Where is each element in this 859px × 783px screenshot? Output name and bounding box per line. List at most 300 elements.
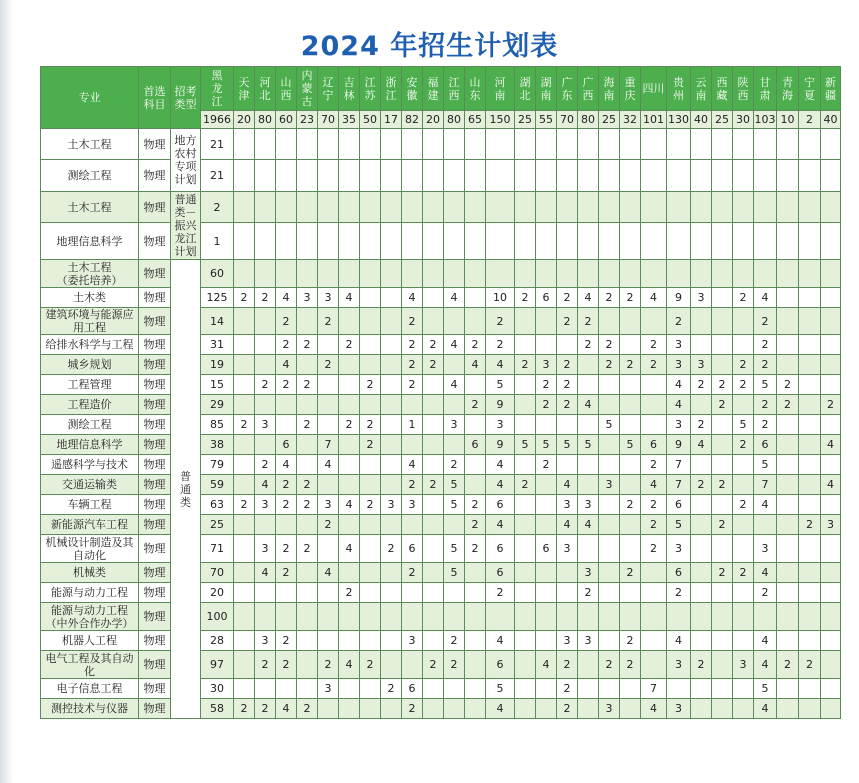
quota-cell: 4 <box>754 563 777 583</box>
quota-cell <box>733 679 754 699</box>
quota-cell <box>712 160 733 192</box>
header-province: 宁 夏 <box>799 67 821 111</box>
quota-cell: 5 <box>486 679 515 699</box>
quota-cell <box>444 583 465 603</box>
quota-cell <box>712 455 733 475</box>
quota-cell: 3 <box>691 355 712 375</box>
quota-cell <box>536 563 557 583</box>
major-name: 土木工程 <box>41 129 139 160</box>
quota-cell <box>381 435 402 455</box>
province-total: 1966 <box>201 111 234 129</box>
subject: 物理 <box>139 515 171 535</box>
quota-cell: 6 <box>667 495 691 515</box>
quota-cell <box>799 308 821 335</box>
quota-cell: 4 <box>754 631 777 651</box>
quota-cell: 9 <box>486 435 515 455</box>
quota-cell <box>318 335 339 355</box>
quota-cell <box>360 679 381 699</box>
quota-cell <box>360 395 381 415</box>
quota-cell <box>339 679 360 699</box>
quota-cell <box>754 160 777 192</box>
major-name: 地理信息科学 <box>41 223 139 260</box>
quota-cell <box>339 192 360 223</box>
major-name: 测绘工程 <box>41 415 139 435</box>
quota-cell: 4 <box>691 435 712 455</box>
quota-cell <box>234 375 255 395</box>
quota-cell <box>536 260 557 288</box>
subject: 物理 <box>139 160 171 192</box>
quota-cell <box>641 260 667 288</box>
quota-cell: 3 <box>297 288 318 308</box>
quota-cell <box>318 395 339 415</box>
quota-cell <box>733 160 754 192</box>
table-row <box>41 651 859 679</box>
major-name: 给排水科学与工程 <box>41 335 139 355</box>
quota-cell <box>276 192 297 223</box>
quota-cell <box>318 583 339 603</box>
quota-cell: 2 <box>515 475 536 495</box>
quota-cell: 2 <box>733 288 754 308</box>
quota-cell: 31 <box>201 335 234 355</box>
quota-cell <box>381 375 402 395</box>
quota-cell <box>799 631 821 651</box>
quota-cell <box>799 192 821 223</box>
quota-cell <box>423 192 444 223</box>
quota-cell <box>578 375 599 395</box>
quota-cell: 125 <box>201 288 234 308</box>
quota-cell <box>515 583 536 603</box>
header-province: 吉 林 <box>339 67 360 111</box>
major-name: 建筑环境与能源应用工程 <box>41 308 139 335</box>
quota-cell <box>620 455 641 475</box>
quota-cell <box>620 515 641 535</box>
quota-cell <box>557 563 578 583</box>
quota-cell: 6 <box>667 563 691 583</box>
quota-cell <box>234 651 255 679</box>
quota-cell <box>234 583 255 603</box>
quota-cell: 4 <box>536 651 557 679</box>
quota-cell <box>799 679 821 699</box>
quota-cell: 2 <box>465 335 486 355</box>
quota-cell <box>360 475 381 495</box>
quota-cell <box>777 415 799 435</box>
quota-cell <box>578 679 599 699</box>
quota-cell: 3 <box>255 631 276 651</box>
quota-cell <box>515 375 536 395</box>
quota-cell <box>821 375 841 395</box>
quota-cell: 3 <box>599 699 620 719</box>
quota-cell: 4 <box>255 563 276 583</box>
quota-cell <box>799 415 821 435</box>
quota-cell <box>339 515 360 535</box>
quota-cell <box>486 129 515 160</box>
quota-cell <box>691 308 712 335</box>
quota-cell <box>599 160 620 192</box>
quota-cell <box>733 129 754 160</box>
quota-cell <box>276 415 297 435</box>
quota-cell <box>360 631 381 651</box>
table-row <box>41 435 859 455</box>
quota-cell <box>381 583 402 603</box>
quota-cell: 2 <box>402 375 423 395</box>
quota-cell <box>821 129 841 160</box>
quota-cell: 4 <box>821 475 841 495</box>
quota-cell <box>777 679 799 699</box>
quota-cell <box>536 699 557 719</box>
quota-cell: 3 <box>557 631 578 651</box>
quota-cell <box>360 699 381 719</box>
quota-cell: 2 <box>599 355 620 375</box>
quota-cell <box>733 192 754 223</box>
quota-cell <box>667 679 691 699</box>
quota-cell: 2 <box>557 288 578 308</box>
quota-cell <box>620 260 641 288</box>
quota-cell <box>799 435 821 455</box>
quota-cell: 2 <box>641 515 667 535</box>
major-name: 机器人工程 <box>41 631 139 651</box>
quota-cell <box>754 129 777 160</box>
table-row <box>41 535 859 563</box>
quota-cell <box>515 603 536 631</box>
quota-cell: 100 <box>201 603 234 631</box>
quota-cell: 2 <box>318 308 339 335</box>
subject: 物理 <box>139 308 171 335</box>
quota-cell: 5 <box>536 435 557 455</box>
quota-cell: 2 <box>620 631 641 651</box>
quota-cell <box>339 375 360 395</box>
quota-cell <box>599 455 620 475</box>
quota-cell <box>486 160 515 192</box>
quota-cell <box>255 583 276 603</box>
enrollment-plan-table <box>40 66 859 719</box>
quota-cell <box>777 192 799 223</box>
quota-cell <box>381 515 402 535</box>
quota-cell <box>444 435 465 455</box>
quota-cell: 2 <box>641 495 667 515</box>
quota-cell: 2 <box>557 699 578 719</box>
quota-cell: 5 <box>444 563 465 583</box>
quota-cell <box>641 223 667 260</box>
quota-cell <box>799 475 821 495</box>
quota-cell <box>255 435 276 455</box>
quota-cell <box>641 129 667 160</box>
quota-cell: 3 <box>486 415 515 435</box>
header-province: 辽 宁 <box>318 67 339 111</box>
quota-cell <box>578 415 599 435</box>
quota-cell: 4 <box>444 335 465 355</box>
quota-cell <box>444 603 465 631</box>
quota-cell <box>620 223 641 260</box>
quota-cell <box>712 631 733 651</box>
subject: 物理 <box>139 288 171 308</box>
quota-cell <box>297 308 318 335</box>
quota-cell <box>515 651 536 679</box>
quota-cell <box>536 308 557 335</box>
province-total: 25 <box>712 111 733 129</box>
quota-cell: 6 <box>754 435 777 455</box>
quota-cell: 2 <box>276 375 297 395</box>
quota-cell <box>515 631 536 651</box>
quota-cell <box>465 375 486 395</box>
quota-cell <box>667 192 691 223</box>
quota-cell <box>234 535 255 563</box>
quota-cell <box>255 515 276 535</box>
quota-cell: 2 <box>402 308 423 335</box>
quota-cell <box>234 435 255 455</box>
quota-cell: 2 <box>444 651 465 679</box>
quota-cell: 70 <box>201 563 234 583</box>
quota-cell <box>691 160 712 192</box>
quota-cell: 2 <box>557 679 578 699</box>
quota-cell: 3 <box>255 535 276 563</box>
quota-cell <box>599 679 620 699</box>
quota-cell <box>536 223 557 260</box>
quota-cell: 5 <box>620 435 641 455</box>
quota-cell: 2 <box>515 355 536 375</box>
quota-cell <box>712 129 733 160</box>
quota-cell: 2 <box>799 651 821 679</box>
quota-cell <box>360 223 381 260</box>
quota-cell <box>381 223 402 260</box>
quota-cell <box>339 395 360 415</box>
quota-cell: 2 <box>318 651 339 679</box>
quota-cell <box>712 308 733 335</box>
quota-cell <box>733 603 754 631</box>
quota-cell <box>733 515 754 535</box>
quota-cell <box>339 355 360 375</box>
quota-cell <box>423 631 444 651</box>
quota-cell: 3 <box>667 415 691 435</box>
quota-cell: 6 <box>402 679 423 699</box>
table-row <box>41 260 859 288</box>
quota-cell <box>691 603 712 631</box>
quota-cell <box>515 260 536 288</box>
quota-cell <box>821 260 841 288</box>
major-name: 土木类 <box>41 288 139 308</box>
province-total: 17 <box>381 111 402 129</box>
quota-cell <box>620 308 641 335</box>
quota-cell <box>821 535 841 563</box>
quota-cell <box>339 603 360 631</box>
province-total: 30 <box>733 111 754 129</box>
quota-cell: 2 <box>339 583 360 603</box>
quota-cell: 2 <box>234 415 255 435</box>
page-edge-shadow <box>0 0 14 783</box>
quota-cell <box>799 375 821 395</box>
quota-cell <box>360 535 381 563</box>
quota-cell <box>339 435 360 455</box>
quota-cell: 2 <box>402 563 423 583</box>
quota-cell <box>255 335 276 355</box>
quota-cell: 2 <box>465 535 486 563</box>
province-total: 25 <box>515 111 536 129</box>
subject: 物理 <box>139 679 171 699</box>
quota-cell: 4 <box>486 455 515 475</box>
quota-cell <box>777 160 799 192</box>
quota-cell <box>444 679 465 699</box>
quota-cell <box>465 603 486 631</box>
quota-cell <box>423 563 444 583</box>
quota-cell: 2 <box>234 699 255 719</box>
quota-cell <box>620 583 641 603</box>
quota-cell <box>620 375 641 395</box>
quota-cell: 2 <box>733 375 754 395</box>
header-province: 青 海 <box>777 67 799 111</box>
province-total: 20 <box>234 111 255 129</box>
quota-cell <box>360 563 381 583</box>
quota-cell <box>578 160 599 192</box>
quota-cell: 2 <box>691 375 712 395</box>
quota-cell <box>641 563 667 583</box>
province-total: 150 <box>486 111 515 129</box>
quota-cell <box>557 335 578 355</box>
quota-cell: 4 <box>754 651 777 679</box>
header-province: 贵 州 <box>667 67 691 111</box>
quota-cell: 2 <box>733 355 754 375</box>
quota-cell <box>620 699 641 719</box>
quota-cell <box>620 395 641 415</box>
quota-cell: 2 <box>276 631 297 651</box>
quota-cell <box>777 308 799 335</box>
quota-cell: 2 <box>297 699 318 719</box>
quota-cell: 29 <box>201 395 234 415</box>
quota-cell <box>234 192 255 223</box>
quota-cell: 5 <box>667 515 691 535</box>
quota-cell <box>423 129 444 160</box>
quota-cell <box>754 603 777 631</box>
quota-cell: 2 <box>620 288 641 308</box>
quota-cell <box>381 355 402 375</box>
subject: 物理 <box>139 435 171 455</box>
quota-cell: 2 <box>712 395 733 415</box>
header-province: 山 东 <box>465 67 486 111</box>
quota-cell: 9 <box>667 288 691 308</box>
header-province: 天 津 <box>234 67 255 111</box>
quota-cell: 2 <box>821 395 841 415</box>
quota-cell <box>234 631 255 651</box>
quota-cell <box>339 308 360 335</box>
quota-cell <box>297 631 318 651</box>
quota-cell <box>578 192 599 223</box>
quota-cell: 4 <box>486 475 515 495</box>
table-row <box>41 563 859 583</box>
quota-cell <box>620 603 641 631</box>
quota-cell: 2 <box>754 308 777 335</box>
quota-cell <box>799 129 821 160</box>
quota-cell: 5 <box>754 455 777 475</box>
quota-cell <box>821 699 841 719</box>
quota-cell <box>360 355 381 375</box>
quota-cell <box>339 699 360 719</box>
quota-cell <box>444 355 465 375</box>
quota-cell: 71 <box>201 535 234 563</box>
header-province: 江 苏 <box>360 67 381 111</box>
quota-cell <box>821 192 841 223</box>
quota-cell: 4 <box>641 288 667 308</box>
quota-cell <box>360 192 381 223</box>
quota-cell <box>234 223 255 260</box>
quota-cell <box>465 260 486 288</box>
quota-cell: 6 <box>536 288 557 308</box>
quota-cell <box>423 223 444 260</box>
province-total: 35 <box>339 111 360 129</box>
quota-cell: 4 <box>486 355 515 375</box>
quota-cell: 2 <box>712 563 733 583</box>
quota-cell: 2 <box>234 288 255 308</box>
table-row <box>41 415 859 435</box>
quota-cell: 25 <box>201 515 234 535</box>
quota-cell: 19 <box>201 355 234 375</box>
province-total: 10 <box>777 111 799 129</box>
quota-cell <box>234 308 255 335</box>
quota-cell: 2 <box>297 375 318 395</box>
quota-cell <box>444 129 465 160</box>
quota-cell <box>444 395 465 415</box>
province-total: 25 <box>599 111 620 129</box>
quota-cell: 4 <box>578 288 599 308</box>
quota-cell <box>712 699 733 719</box>
quota-cell: 2 <box>423 651 444 679</box>
quota-cell <box>799 395 821 415</box>
quota-cell: 2 <box>360 495 381 515</box>
quota-cell <box>318 375 339 395</box>
quota-cell <box>276 129 297 160</box>
quota-cell: 3 <box>557 495 578 515</box>
quota-cell <box>712 355 733 375</box>
quota-cell <box>557 160 578 192</box>
quota-cell <box>641 583 667 603</box>
quota-cell <box>691 631 712 651</box>
quota-cell: 2 <box>691 651 712 679</box>
subject: 物理 <box>139 335 171 355</box>
quota-cell <box>234 679 255 699</box>
quota-cell <box>754 223 777 260</box>
quota-cell <box>423 308 444 335</box>
province-total: 101 <box>641 111 667 129</box>
quota-cell: 4 <box>465 355 486 375</box>
quota-cell <box>578 475 599 495</box>
header-province: 广 东 <box>557 67 578 111</box>
quota-cell <box>733 395 754 415</box>
quota-cell <box>799 260 821 288</box>
quota-cell: 5 <box>515 435 536 455</box>
quota-cell <box>234 515 255 535</box>
quota-cell <box>318 260 339 288</box>
header-province: 云 南 <box>691 67 712 111</box>
major-name: 测控技术与仪器 <box>41 699 139 719</box>
quota-cell <box>691 455 712 475</box>
quota-cell: 6 <box>486 535 515 563</box>
subject: 物理 <box>139 192 171 223</box>
quota-cell <box>486 603 515 631</box>
quota-cell: 97 <box>201 651 234 679</box>
quota-cell <box>515 129 536 160</box>
header-province: 甘 肃 <box>754 67 777 111</box>
quota-cell: 79 <box>201 455 234 475</box>
quota-cell: 85 <box>201 415 234 435</box>
quota-cell: 4 <box>318 563 339 583</box>
quota-cell <box>691 223 712 260</box>
major-name: 交通运输类 <box>41 475 139 495</box>
quota-cell <box>578 223 599 260</box>
quota-cell: 2 <box>360 435 381 455</box>
quota-cell: 30 <box>201 679 234 699</box>
quota-cell <box>255 679 276 699</box>
quota-cell: 6 <box>486 651 515 679</box>
quota-cell <box>318 475 339 495</box>
quota-cell <box>423 495 444 515</box>
quota-cell: 28 <box>201 631 234 651</box>
